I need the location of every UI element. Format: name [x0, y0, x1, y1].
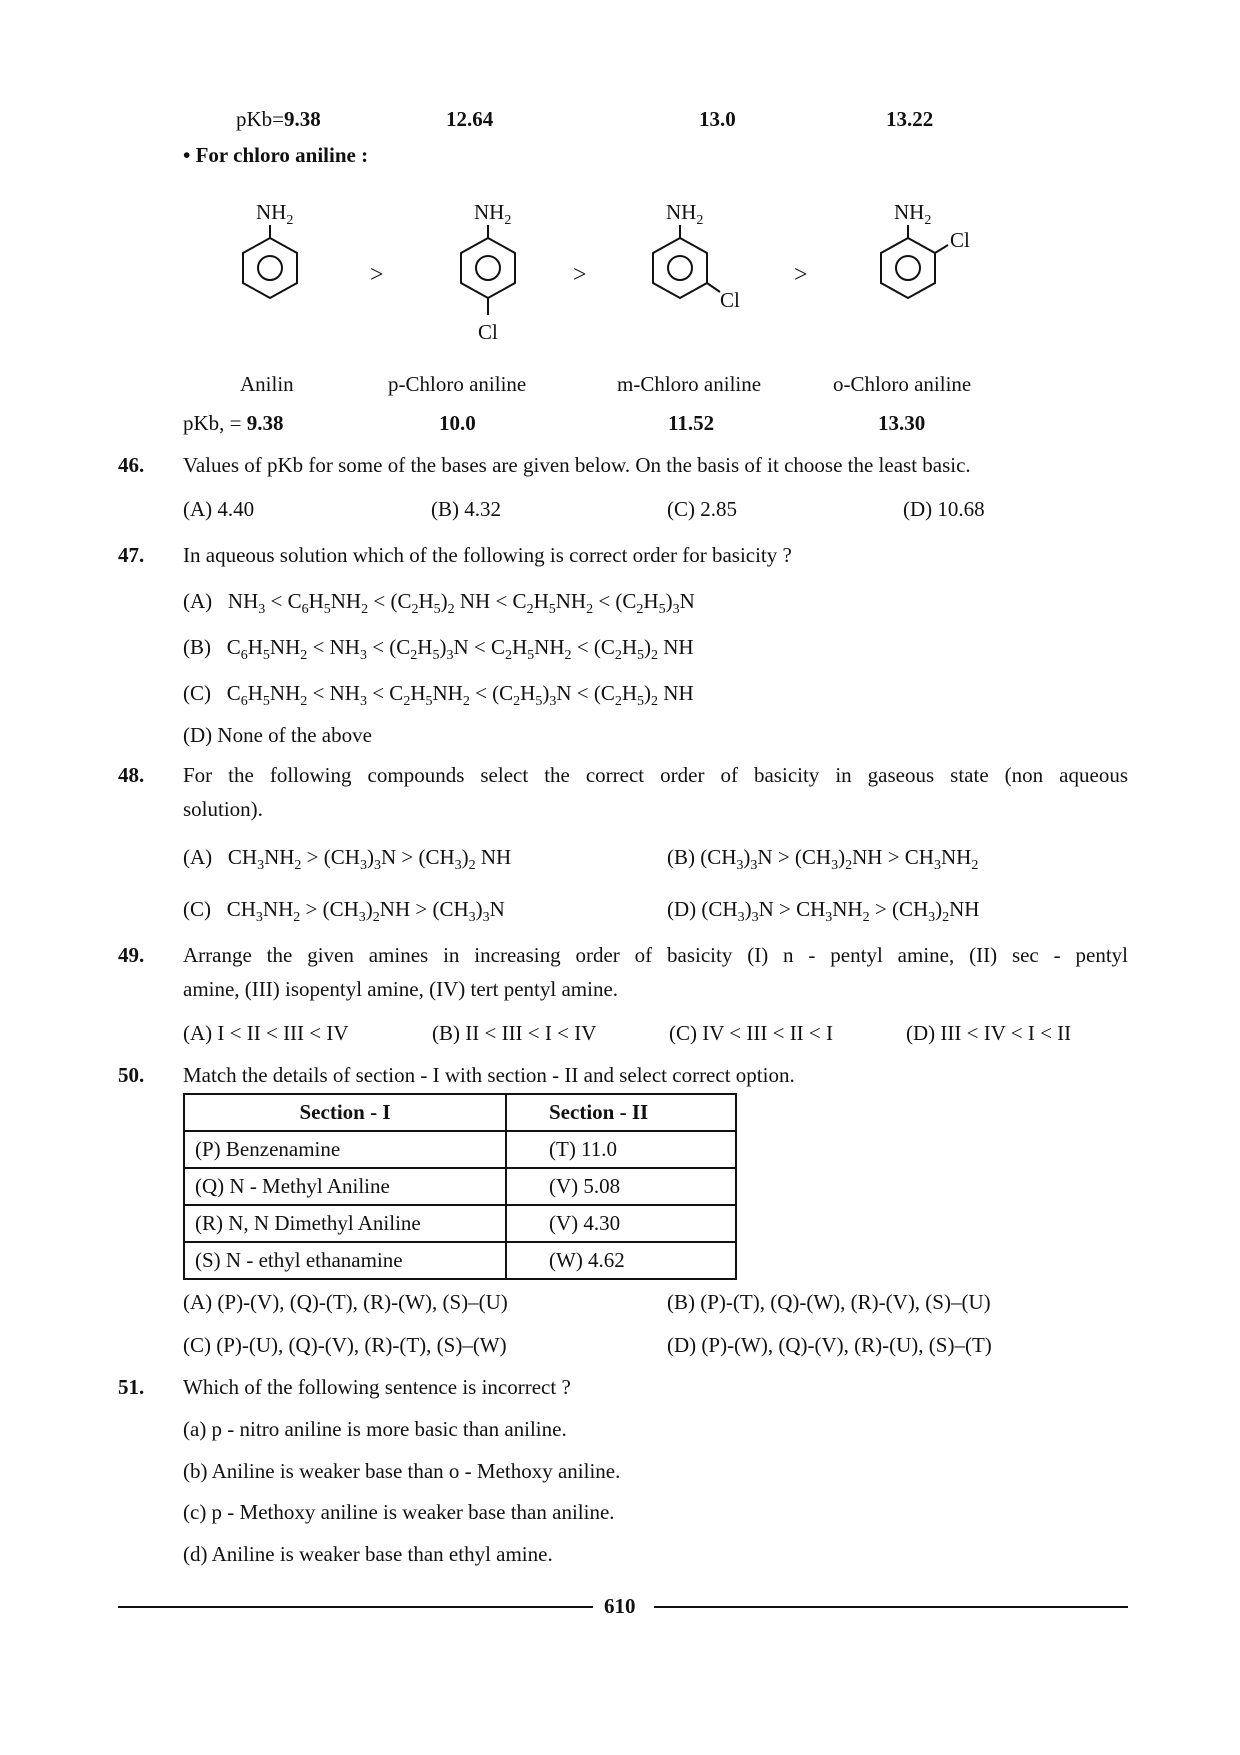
top-pkb-label: pKb=	[236, 107, 285, 131]
q48-option-c: (C) $CH_3NH_2 > (CH_3)_2NH > (CH_3)_3N$	[183, 897, 505, 925]
q49-text-2: amine, (III) isopentyl amine, (IV) tert pentyl amine.	[183, 977, 619, 1001]
q49-option-a: (A) I < II < III < IV	[183, 1021, 349, 1045]
q48-text-2: solution).	[183, 797, 263, 821]
nh2-label: $NH_2$	[894, 200, 932, 228]
q47-option-a: (A) $NH_3 < C_6H_5NH_2 < (C_2H_5)_2$ NH < $C_2H_5NH_2 < (C_2H_5)_3N$	[183, 589, 695, 617]
table-cell: (P) Benzenamine	[184, 1131, 506, 1168]
table-header-section-2: Section - II	[506, 1094, 736, 1131]
q46-option-b: (B) 4.32	[431, 497, 501, 521]
q51-text: Which of the following sentence is incorrect ?	[183, 1375, 571, 1399]
q47-number: 47.	[118, 543, 145, 567]
q49-number: 49.	[118, 943, 145, 967]
q47-option-c: (C) $C_6H_5NH_2 < NH_3 < C_2H_5NH_2 < (C_2H_5)_3N < (C_2H_5)_2$ NH	[183, 681, 694, 709]
top-pkb-row	[236, 107, 321, 132]
chloro-heading: • For chloro aniline :	[183, 143, 369, 167]
name-aniline: Anilin	[240, 372, 294, 396]
q50-number: 50.	[118, 1063, 145, 1087]
table-cell: (S) N - ethyl ethanamine	[184, 1242, 506, 1279]
q47-text: In aqueous solution which of the following is correct order for basicity ?	[183, 543, 792, 567]
table-cell: (Q) N - Methyl Aniline	[184, 1168, 506, 1205]
table-header-section-1: Section - I	[184, 1094, 506, 1131]
q46-option-d: (D) 10.68	[903, 497, 985, 521]
table-row	[184, 1205, 736, 1242]
q49-text-1: Arrange the given amines in increasing order of basicity (I) n - pentyl amine, (II) sec - pentyl	[183, 943, 1128, 967]
table-header-row	[184, 1094, 736, 1131]
q46-option-a: (A) 4.40	[183, 497, 255, 521]
match-table	[183, 1093, 737, 1280]
q48-option-b: (B) $(CH_3)_3N > (CH_3)_2NH > CH_3NH_2$	[667, 845, 979, 873]
q50-option-a: (A) (P)-(V), (Q)-(T), (R)-(W), (S)–(U)	[183, 1290, 508, 1314]
q51-option-d: (d) Aniline is weaker base than ethyl amine.	[183, 1542, 553, 1566]
q48-option-a: (A) $CH_3NH_2 > (CH_3)_3N > (CH_3)_2$ NH	[183, 845, 512, 873]
table-cell: (W) 4.62	[506, 1242, 736, 1279]
q51-option-b: (b) Aniline is weaker base than o - Methoxy aniline.	[183, 1459, 621, 1483]
top-pkb-v4: 13.22	[886, 107, 934, 131]
q51-option-a: (a) p - nitro aniline is more basic than aniline.	[183, 1417, 567, 1441]
cl-label: Cl	[720, 288, 740, 312]
q46-text: Values of pKb for some of the bases are given below. On the basis of it choose the least basic.	[183, 453, 971, 477]
nh2-label: $NH_2$	[474, 200, 512, 228]
table-row	[184, 1168, 736, 1205]
q49-option-b: (B) II < III < I < IV	[432, 1021, 597, 1045]
chloro-pkb-v4: 13.30	[878, 411, 926, 435]
benzene-ring-icon	[230, 225, 310, 325]
nh2-label: $NH_2$	[666, 200, 704, 228]
top-pkb-v1: 9.38	[284, 107, 321, 131]
q51-number: 51.	[118, 1375, 145, 1399]
top-pkb-v2: 12.64	[446, 107, 494, 131]
chloro-pkb-v3: 11.52	[668, 411, 715, 435]
chloro-pkb-label: pKb, =	[183, 411, 247, 435]
q49-option-c: (C) IV < III < II < I	[669, 1021, 834, 1045]
name-p-chloroaniline: p-Chloro aniline	[388, 372, 527, 396]
q46-option-c: (C) 2.85	[667, 497, 737, 521]
footer-rule-left	[118, 1606, 593, 1608]
q49-option-d: (D) III < IV < I < II	[906, 1021, 1072, 1045]
benzene-ring-icon	[448, 225, 528, 335]
cl-label: Cl	[478, 320, 498, 344]
table-cell: (R) N, N Dimethyl Aniline	[184, 1205, 506, 1242]
gt-sign-2: >	[573, 262, 587, 288]
q50-option-d: (D) (P)-(W), (Q)-(V), (R)-(U), (S)–(T)	[667, 1333, 992, 1357]
q48-number: 48.	[118, 763, 145, 787]
chloro-pkb-row	[183, 411, 284, 436]
gt-sign-3: >	[794, 262, 808, 288]
q50-option-c: (C) (P)-(U), (Q)-(V), (R)-(T), (S)–(W)	[183, 1333, 507, 1357]
q51-option-c: (c) p - Methoxy aniline is weaker base than aniline.	[183, 1500, 615, 1524]
gt-sign-1: >	[370, 262, 384, 288]
q48-option-d: (D) $(CH_3)_3N > CH_3NH_2 > (CH_3)_2NH$	[667, 897, 980, 925]
name-m-chloroaniline: m-Chloro aniline	[617, 372, 762, 396]
top-pkb-v3: 13.0	[699, 107, 736, 131]
nh2-label: $NH_2$	[256, 200, 294, 228]
chloro-pkb-v2: 10.0	[439, 411, 476, 435]
footer-rule-right	[654, 1606, 1128, 1608]
q50-option-b: (B) (P)-(T), (Q)-(W), (R)-(V), (S)–(U)	[667, 1290, 991, 1314]
q48-text-1: For the following compounds select the correct order of basicity in gaseous state (non aqueous	[183, 763, 1128, 787]
q47-option-b: (B) $C_6H_5NH_2 < NH_3 < (C_2H_5)_3N < C_2H_5NH_2 < (C_2H_5)_2$ NH	[183, 635, 694, 663]
table-cell: (T) 11.0	[506, 1131, 736, 1168]
table-row	[184, 1242, 736, 1279]
table-row	[184, 1131, 736, 1168]
table-cell: (V) 5.08	[506, 1168, 736, 1205]
q46-number: 46.	[118, 453, 145, 477]
q47-option-d: (D) None of the above	[183, 723, 372, 747]
name-o-chloroaniline: o-Chloro aniline	[833, 372, 972, 396]
chloro-pkb-v1: 9.38	[246, 411, 284, 435]
q50-text: Match the details of section - I with section - II and select correct option.	[183, 1063, 795, 1087]
page-number: 610	[604, 1594, 636, 1618]
table-cell: (V) 4.30	[506, 1205, 736, 1242]
cl-label: Cl	[950, 228, 970, 252]
